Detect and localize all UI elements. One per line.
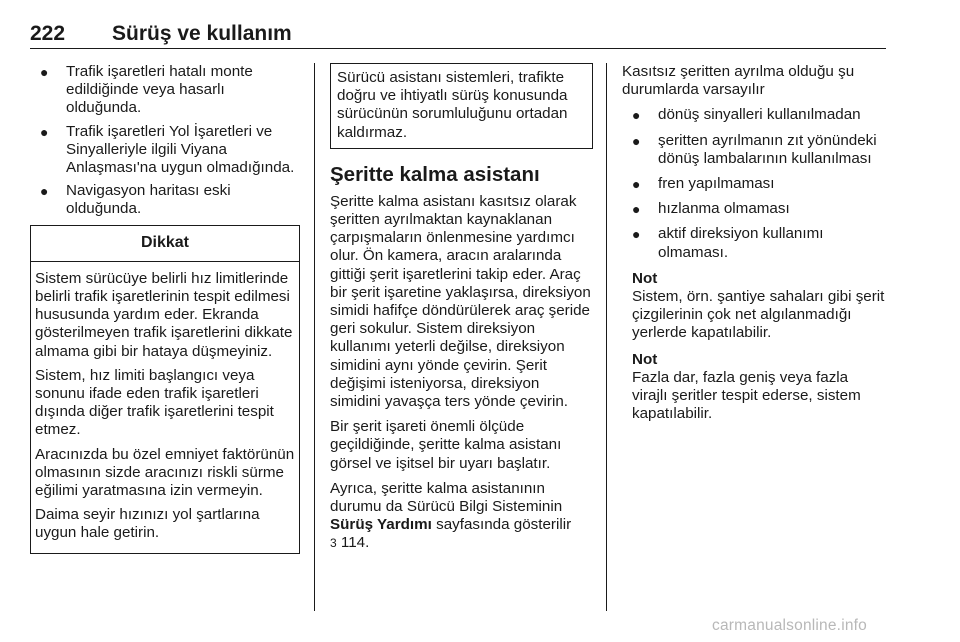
list-item <box>622 106 886 124</box>
list-item-text: hızlanma olmaması <box>658 200 790 218</box>
page-number: 222 <box>30 22 66 45</box>
list-item-text: şeritten ayrılmanın zıt yönündeki dönüş lambalarının kullanılması <box>658 131 877 167</box>
page-reference-icon: 3 <box>330 536 337 551</box>
list-item-text: Navigasyon haritası eski olduğunda. <box>66 182 231 218</box>
list-item <box>30 63 300 118</box>
note-block <box>622 351 886 424</box>
warning-paragraph: Daima seyir hızınızı yol şartlarına uygun hale getirin. <box>35 506 260 542</box>
list-item-text: fren yapılmaması <box>658 175 775 193</box>
column-left <box>30 63 300 554</box>
list-item <box>622 175 886 193</box>
page-reference[interactable]: 114. <box>340 534 370 552</box>
bullet-icon: ● <box>632 132 641 149</box>
body-text: Ayrıca, şeritte kalma asistanının durumu da Sürücü Bilgi Sisteminin <box>330 479 563 516</box>
bullet-list <box>30 63 300 219</box>
column-divider <box>606 63 607 611</box>
menu-reference: Sürüş Yardımı <box>330 516 432 534</box>
list-item-text: aktif direksiyon kullanımı olmaması. <box>658 225 824 261</box>
warning-title: Dikkat <box>31 226 299 262</box>
body-paragraph <box>330 480 593 553</box>
warning-body <box>31 262 299 553</box>
header-rule <box>30 48 886 49</box>
section-title: Şeritte kalma asistanı <box>330 162 540 186</box>
list-item <box>622 132 886 168</box>
list-item <box>622 225 886 261</box>
list-item <box>30 182 300 218</box>
body-paragraph: Bir şerit işareti önemli ölçüde geçildiğinde, şeritte kalma asistanı görsel ve işitsel bir uyarı başlatır. <box>330 418 562 472</box>
bullet-icon: ● <box>632 201 641 218</box>
bullet-icon: ● <box>40 183 49 200</box>
bullet-icon: ● <box>632 107 641 124</box>
column-right <box>622 63 886 423</box>
chapter-title: Sürüş ve kullanım <box>112 22 292 45</box>
watermark: carmanualsonline.info <box>712 617 867 634</box>
bullet-list <box>622 106 886 261</box>
warning-box <box>30 225 300 554</box>
body-paragraph: Şeritte kalma asistanı kasıtsız olarak şeritten ayrılmaktan kaynaklanan çarpışmaların önlenmesine yardımcı olur. Ön kamera, aracın aralarında gittiği şerit işaretlerini takip eder. Araç bir şerit işaretine yaklaşırsa, direksiyon simidi hafifçe döndürülerek araç şeride geri sokulur. Sistem direksiyon kullanımı yeterli değilse, direksiyon simidini aynı yönde çevirin. Şerit değişimi isteniyorsa, direksiyon simidini yavaşça ters yönde çevirin. <box>330 192 591 411</box>
warning-paragraph: Sistem sürücüye belirli hız limitlerinde belirli trafik işaretlerinin tespit edilmesi hususunda yardım eder. Ekranda gösterilmeyen trafik işaretlerini dikkate almama gibi bir hataya düşmeyiniz. <box>35 269 293 360</box>
note-block <box>622 270 886 343</box>
info-box: Sürücü asistanı sistemleri, trafikte doğru ve ihtiyatlı sürüş konusunda sürücünün sorumluluğunu ortadan kaldırmaz. <box>330 63 593 149</box>
page-header <box>30 22 886 50</box>
note-text: Fazla dar, fazla geniş veya fazla virajlı şeritler tespit ederse, sistem kapatılabilir. <box>632 368 861 423</box>
body-paragraph: Kasıtsız şeritten ayrılma olduğu şu durumlarda varsayılır <box>622 63 855 99</box>
bullet-icon: ● <box>40 64 49 80</box>
bullet-icon: ● <box>632 226 641 243</box>
bullet-icon: ● <box>40 123 49 140</box>
note-label: Not <box>632 269 658 287</box>
column-middle <box>330 63 593 560</box>
list-item <box>622 200 886 218</box>
list-item-text: Trafik işaretleri hatalı monte edildiğinde veya hasarlı olduğunda. <box>66 63 253 117</box>
list-item-text: Trafik işaretleri Yol İşaretleri ve Sinyalleriyle ilgili Viyana Anlaşması'na uygun olmadığında. <box>66 122 295 177</box>
warning-paragraph: Sistem, hız limiti başlangıcı veya sonunu ifade eden trafik işaretleri dışında diğer trafik işaretlerini tespit etmez. <box>35 366 274 439</box>
list-item <box>30 123 300 178</box>
note-text: Sistem, örn. şantiye sahaları gibi şerit çizgilerinin çok net algılanmadığı yerlerde kapatılabilir. <box>632 288 885 342</box>
column-divider <box>314 63 315 611</box>
note-label: Not <box>632 350 658 368</box>
bullet-icon: ● <box>632 176 641 193</box>
list-item-text: dönüş sinyalleri kullanılmadan <box>658 106 861 124</box>
warning-paragraph: Aracınızda bu özel emniyet faktörünün olmasının sizde aracınızı riskli sürme eğilimi yaratmasına izin vermeyin. <box>35 445 295 500</box>
body-text: sayfasında gösterilir <box>436 516 572 534</box>
